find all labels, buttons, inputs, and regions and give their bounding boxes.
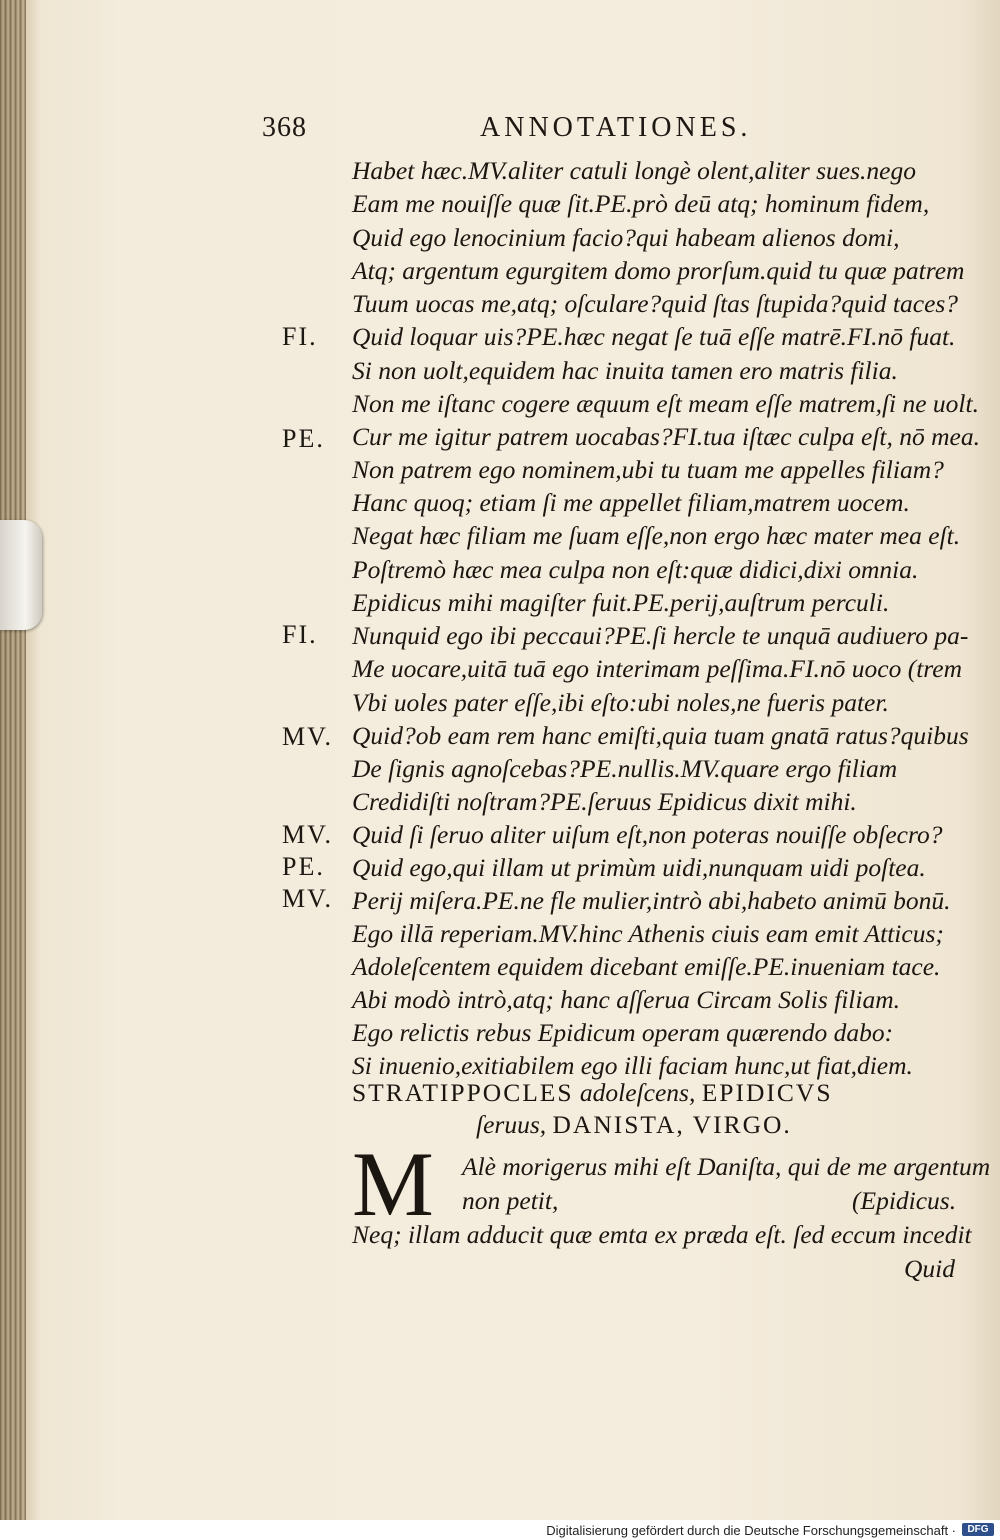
catchword: Quid xyxy=(904,1254,955,1283)
character-name: STRATIPPOCLES xyxy=(352,1078,574,1107)
character-role: ſeruus, xyxy=(476,1110,547,1139)
speaker-label: PE. xyxy=(282,852,325,881)
page-header xyxy=(262,112,962,152)
running-head: ANNOTATIONES. xyxy=(480,112,752,143)
text-line: Eam me nouiſſe quæ ſit.PE.prò deū atq; hominum fidem, xyxy=(352,189,930,218)
scene-heading-line-2 xyxy=(476,1112,792,1138)
text-line: Si inuenio,exitiabilem ego illi faciam hunc,ut fiat,diem. xyxy=(352,1051,913,1080)
text-line: De ſignis agnoſcebas?PE.nullis.MV.quare ergo filiam xyxy=(352,754,898,783)
text-line: Non me iſtanc cogere æquum eſt meam eſſe matrem,ſi ne uolt. xyxy=(352,389,979,418)
text-line: Hanc quoq; etiam ſi me appellet filiam,matrem uocem. xyxy=(352,488,910,517)
speaker-label: MV. xyxy=(282,884,334,913)
speaker-label: MV. xyxy=(282,820,334,849)
text-line: Quid ſi ſeruo aliter uiſum eſt,non poteras nouiſſe obſecro? xyxy=(352,820,943,849)
text-line: non petit, xyxy=(462,1186,559,1215)
text-line: Si non uolt,equidem hac inuita tamen ero matris filia. xyxy=(352,356,898,385)
text-line: Epidicus mihi magiſter fuit.PE.perij,auſtrum perculi. xyxy=(352,588,890,617)
text-line: Quid ego lenocinium facio?qui habeam alienos domi, xyxy=(352,223,900,252)
funding-notice: Digitalisierung gefördert durch die Deutsche Forschungsgemeinschaft · xyxy=(546,1523,956,1538)
text-line: Poſtremò hæc mea culpa non eſt:quæ didici,dixi omnia. xyxy=(352,555,919,584)
text-line: Neq; illam adducit quæ emta ex præda eſt. ſed eccum incedit xyxy=(352,1220,972,1249)
text-line: Ego relictis rebus Epidicum operam quærendo dabo: xyxy=(352,1018,894,1047)
speaker-label: MV. xyxy=(282,722,334,751)
page-clip xyxy=(0,520,42,630)
text-line: Me uocare,uitā tuā ego interimam peſſima.FI.nō uoco (trem xyxy=(352,654,962,683)
character-name: EPIDICVS xyxy=(701,1078,833,1107)
text-line: Credidiſti noſtram?PE.ſeruus Epidicus dixit mihi. xyxy=(352,787,857,816)
page-number: 368 xyxy=(262,112,307,143)
text-line: Perij miſera.PE.ne fle mulier,intrò abi,habeto animū bonū. xyxy=(352,886,951,915)
text-line: Ego illā reperiam.MV.hinc Athenis ciuis eam emit Atticus; xyxy=(352,919,944,948)
text-line: Vbi uoles pater eſſe,ibi eſto:ubi noles,ne fueris pater. xyxy=(352,688,889,717)
text-line: Quid loquar uis?PE.hæc negat ſe tuā eſſe matrē.FI.nō fuat. xyxy=(352,322,956,351)
text-line: Habet hæc.MV.aliter catuli longè olent,aliter sues.nego xyxy=(352,156,916,185)
drop-cap-initial: M xyxy=(352,1133,434,1235)
text-line: Cur me igitur patrem uocabas?FI.tua iſtæc culpa eſt, nō mea. xyxy=(352,422,980,451)
text-line: (Epidicus. xyxy=(852,1186,957,1215)
text-line: Nunquid ego ibi peccaui?PE.ſi hercle te unquā audiuero pa- xyxy=(352,621,969,650)
character-names: DANISTA, VIRGO. xyxy=(552,1110,792,1139)
text-line: Non patrem ego nominem,ubi tu tuam me appelles filiam? xyxy=(352,455,944,484)
text-line: Negat hæc filiam me ſuam eſſe,non ergo hæc mater mea eſt. xyxy=(352,521,961,550)
speaker-label: FI. xyxy=(282,620,318,649)
speaker-label: FI. xyxy=(282,322,318,351)
text-line: Quid?ob eam rem hanc emiſti,quia tuam gnatā ratus?quibus xyxy=(352,721,969,750)
footer-bar xyxy=(0,1520,1000,1540)
dfg-logo: DFG xyxy=(962,1523,994,1536)
text-line: Alè morigerus mihi eſt Daniſta, qui de me argentum xyxy=(462,1152,991,1181)
book-page-edges xyxy=(0,0,26,1520)
text-line: Quid ego,qui illam ut primùm uidi,nunquam uidi poſtea. xyxy=(352,853,926,882)
text-line: Atq; argentum egurgitem domo prorſum.quid tu quæ patrem xyxy=(352,256,965,285)
scene-heading-line-1 xyxy=(352,1080,833,1106)
character-role: adoleſcens, xyxy=(579,1078,696,1107)
text-line: Abi modò intrò,atq; hanc aſſerua Circam Solis filiam. xyxy=(352,985,901,1014)
text-line: Adoleſcentem equidem dicebant emiſſe.PE.inueniam tace. xyxy=(352,952,941,981)
speaker-label: PE. xyxy=(282,424,325,453)
text-line: Tuum uocas me,atq; oſculare?quid ſtas ſtupida?quid taces? xyxy=(352,289,959,318)
